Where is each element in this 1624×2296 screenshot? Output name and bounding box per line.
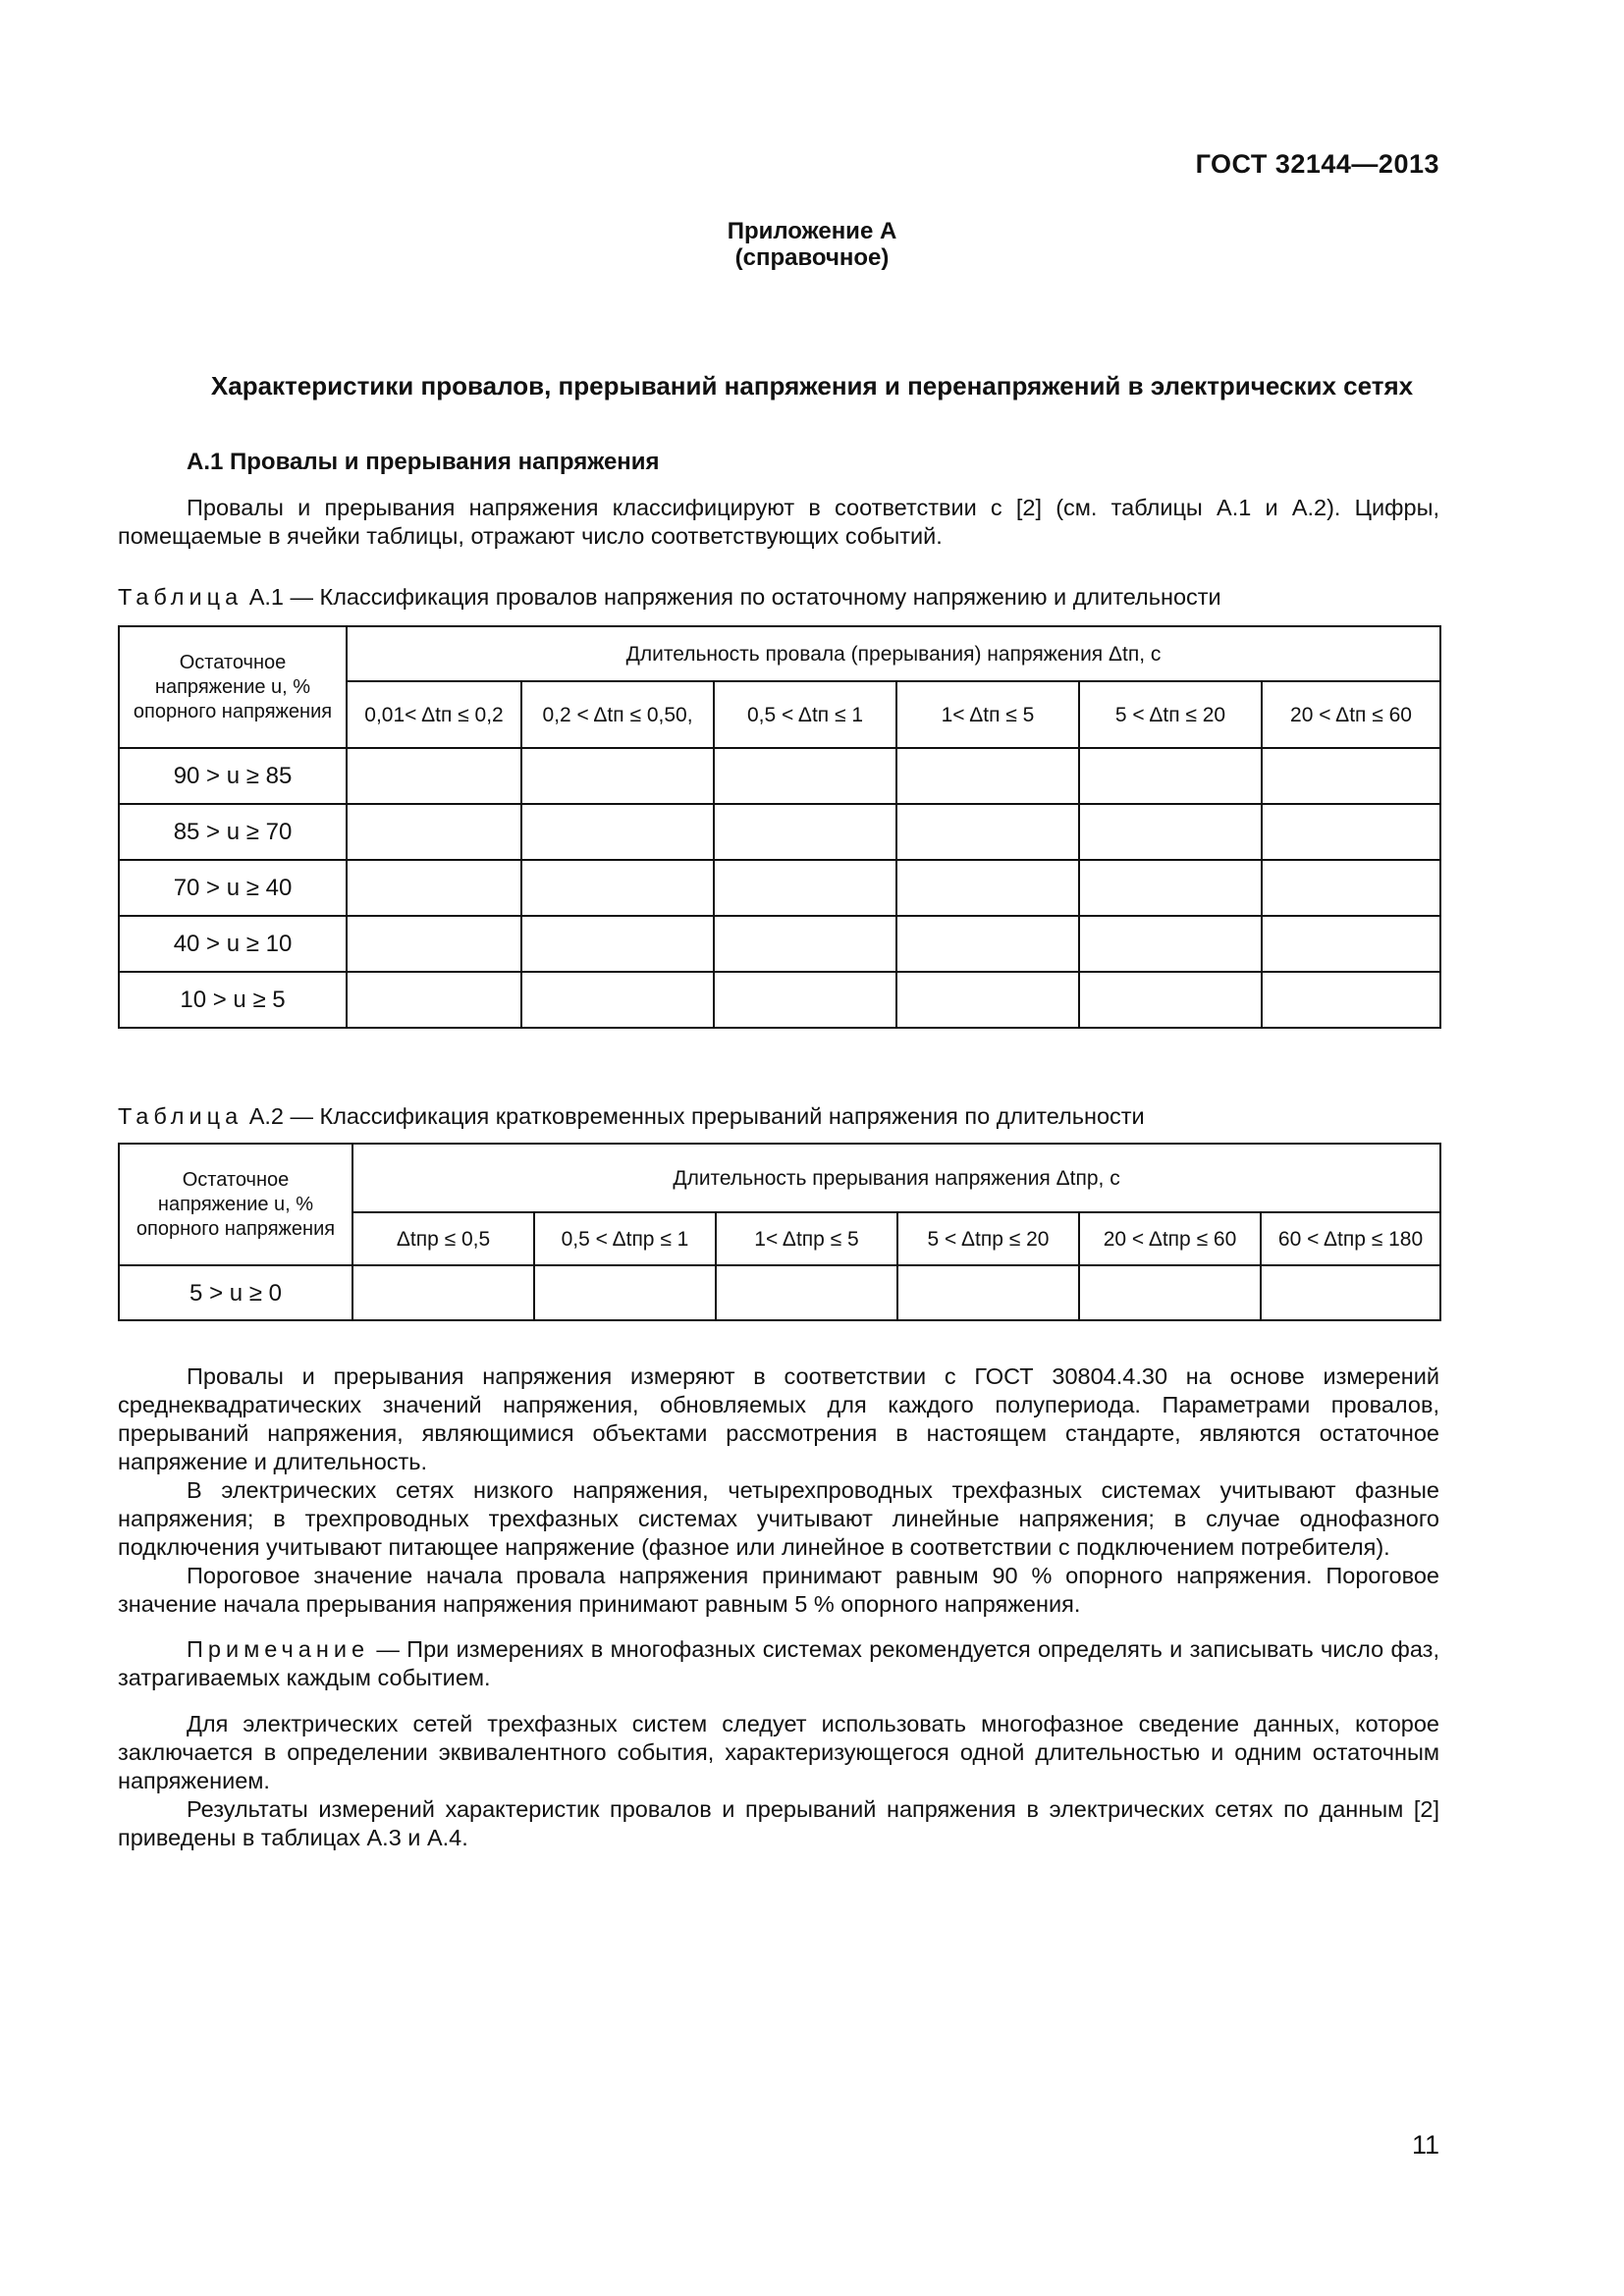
table-a2-col-header: 0,5 < Δtпр ≤ 1	[534, 1212, 716, 1265]
table-cell	[714, 804, 896, 860]
table-a1-col-header: 0,01< Δtп ≤ 0,2	[347, 681, 521, 748]
table-cell	[352, 1265, 534, 1320]
table-a2-caption-text: А.2 — Классификация кратковременных прерываний напряжения по длительности	[248, 1103, 1145, 1129]
table-a1-row-label: 85 > u ≥ 70	[119, 804, 347, 860]
table-row	[119, 860, 1440, 916]
table-a2-group-header: Длительность прерывания напряжения Δtпр, с	[352, 1144, 1440, 1212]
table-a2-col-header: 1< Δtпр ≤ 5	[716, 1212, 897, 1265]
table-cell	[534, 1265, 716, 1320]
table-cell	[1079, 748, 1262, 804]
annex-title: Приложение А	[727, 218, 897, 244]
paragraph-1: Провалы и прерывания напряжения измеряют в соответствии с ГОСТ 30804.4.30 на основе измерений среднеквадратических значений напряжения, обновляемых для каждого полупериода. Параметрами провалов, прерываний напряжения, являющимися объектами рассмотрения в настоящем стандарте, являются остаточное напряжение и длительность.	[118, 1363, 1439, 1474]
table-a1	[118, 625, 1441, 1029]
table-a2	[118, 1143, 1441, 1321]
table-cell	[521, 972, 714, 1028]
table-cell	[347, 804, 521, 860]
table-a1-caption	[118, 584, 1221, 611]
table-cell	[347, 860, 521, 916]
table-cell	[896, 860, 1079, 916]
table-cell	[1261, 1265, 1440, 1320]
table-cell	[896, 748, 1079, 804]
table-a1-row-label: 90 > u ≥ 85	[119, 748, 347, 804]
table-cell	[1262, 748, 1440, 804]
table-cell	[714, 860, 896, 916]
note-text: — При измерениях в многофазных системах рекомендуется определять и записывать число фаз, затрагиваемых каждым событием.	[118, 1636, 1439, 1690]
table-cell	[714, 916, 896, 972]
table-a2-row-header: Остаточное напряжение u, % опорного напряжения	[119, 1144, 352, 1265]
standard-designation: ГОСТ 32144—2013	[1195, 149, 1439, 179]
table-cell	[1262, 916, 1440, 972]
table-cell	[521, 748, 714, 804]
paragraph-3: Пороговое значение начала провала напряжения принимают равным 90 % опорного напряжения. Пороговое значение начала прерывания напряжения принимают равным 5 % опорного напряжения.	[118, 1563, 1439, 1617]
table-a1-col-header: 20 < Δtп ≤ 60	[1262, 681, 1440, 748]
page-number: 11	[1411, 2130, 1439, 2160]
table-row	[119, 972, 1440, 1028]
table-a2-col-header: Δtпр ≤ 0,5	[352, 1212, 534, 1265]
table-cell	[1079, 972, 1262, 1028]
table-row	[119, 916, 1440, 972]
table-a1-col-header: 0,2 < Δtп ≤ 0,50,	[521, 681, 714, 748]
note	[118, 1635, 1439, 1692]
table-row	[119, 748, 1440, 804]
table-cell	[714, 748, 896, 804]
table-a2-caption-label: Таблица	[118, 1103, 244, 1129]
table-a1-row-label: 40 > u ≥ 10	[119, 916, 347, 972]
table-cell	[347, 748, 521, 804]
table-cell	[347, 972, 521, 1028]
table-a2-row-label: 5 > u ≥ 0	[119, 1265, 352, 1320]
table-a1-group-header: Длительность провала (прерывания) напряжения Δtп, с	[347, 626, 1440, 681]
table-cell	[1262, 972, 1440, 1028]
table-cell	[521, 916, 714, 972]
table-a1-col-header: 5 < Δtп ≤ 20	[1079, 681, 1262, 748]
table-a1-col-header: 1< Δtп ≤ 5	[896, 681, 1079, 748]
table-a1-row-header: Остаточное напряжение u, % опорного напряжения	[119, 626, 347, 748]
table-a2-caption	[118, 1103, 1145, 1130]
table-cell	[1079, 916, 1262, 972]
table-cell	[896, 916, 1079, 972]
table-cell	[896, 804, 1079, 860]
table-cell	[521, 804, 714, 860]
document-title: Характеристики провалов, прерываний напряжения и перенапряжений в электрических сетях	[210, 371, 1414, 400]
table-cell	[896, 972, 1079, 1028]
table-cell	[1079, 860, 1262, 916]
table-a1-caption-label: Таблица	[118, 584, 244, 610]
table-cell	[897, 1265, 1079, 1320]
table-a1-caption-text: А.1 — Классификация провалов напряжения по остаточному напряжению и длительности	[248, 584, 1221, 610]
table-cell	[1079, 1265, 1261, 1320]
intro-paragraph: Провалы и прерывания напряжения классифицируют в соответствии с [2] (см. таблицы А.1 и А.2). Цифры, помещаемые в ячейки таблицы, отражают число соответствующих событий.	[118, 495, 1439, 549]
table-a1-col-header: 0,5 < Δtп ≤ 1	[714, 681, 896, 748]
table-a2-col-header: 60 < Δtпр ≤ 180	[1261, 1212, 1440, 1265]
table-a1-row-label: 70 > u ≥ 40	[119, 860, 347, 916]
paragraph-5: Результаты измерений характеристик провалов и прерываний напряжения в электрических сетях по данным [2] приведены в таблицах А.3 и А.4.	[118, 1796, 1439, 1850]
table-cell	[347, 916, 521, 972]
table-cell	[716, 1265, 897, 1320]
table-cell	[521, 860, 714, 916]
table-a2-col-header: 5 < Δtпр ≤ 20	[897, 1212, 1079, 1265]
table-a1-row-label: 10 > u ≥ 5	[119, 972, 347, 1028]
table-row	[119, 804, 1440, 860]
paragraph-2: В электрических сетях низкого напряжения, четырехпроводных трехфазных системах учитывают фазные напряжения; в трехпроводных трехфазных системах учитывают линейные напряжения; в случае однофазного подключения учитывают питающее напряжение (фазное или линейное в соответствии с подключением потребителя).	[118, 1477, 1439, 1560]
table-cell	[1262, 860, 1440, 916]
note-label: Примечание	[187, 1636, 370, 1662]
table-a2-col-header: 20 < Δtпр ≤ 60	[1079, 1212, 1261, 1265]
table-row	[119, 1265, 1440, 1320]
section-title: А.1 Провалы и прерывания напряжения	[187, 449, 660, 475]
annex-type: (справочное)	[734, 244, 890, 271]
table-cell	[1262, 804, 1440, 860]
paragraph-4: Для электрических сетей трехфазных систем следует использовать многофазное сведение данных, которое заключается в определении эквивалентного события, характеризующегося одной длительностью и одним остаточным напряжением.	[118, 1711, 1439, 1793]
table-cell	[714, 972, 896, 1028]
table-cell	[1079, 804, 1262, 860]
